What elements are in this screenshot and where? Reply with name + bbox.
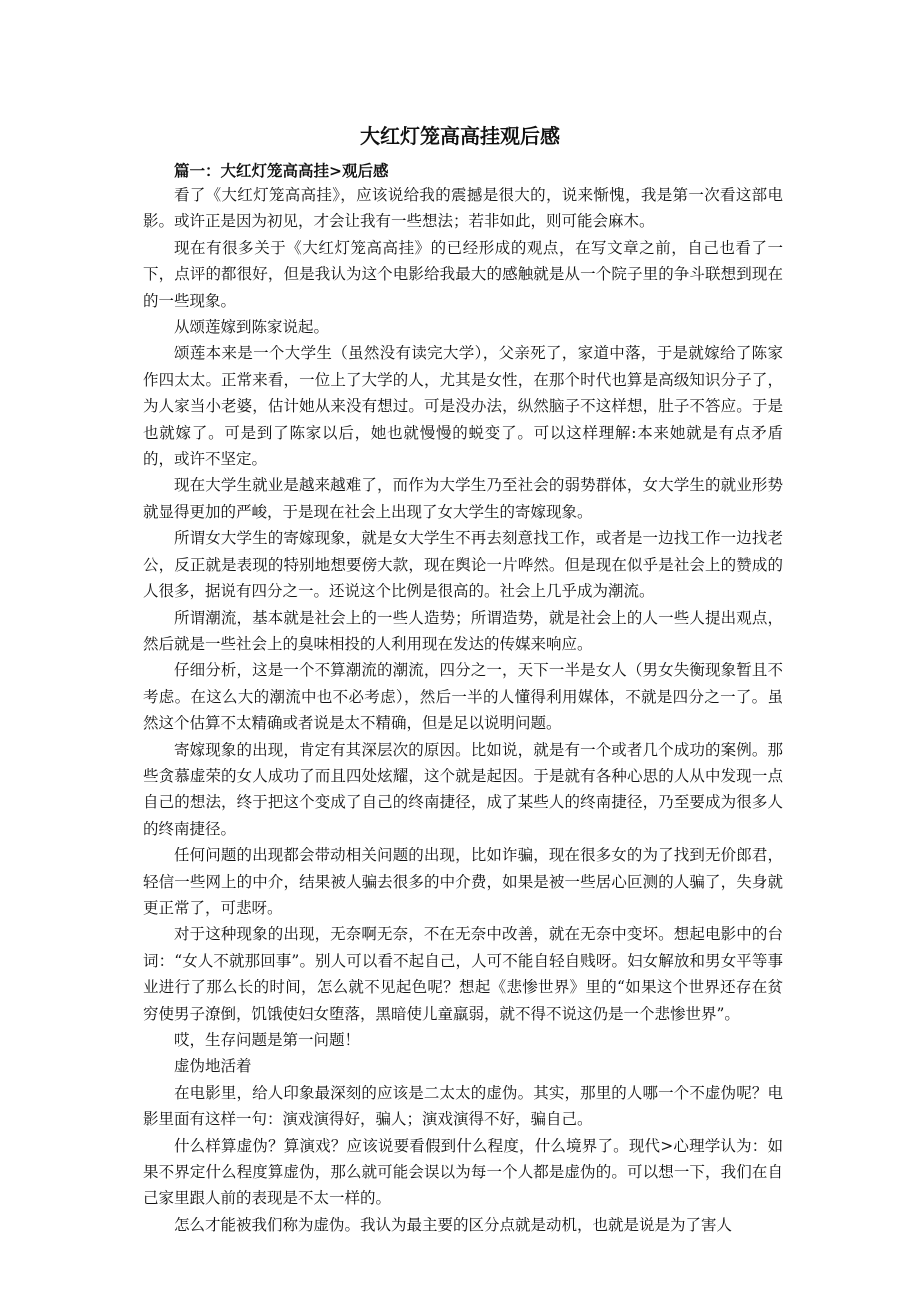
paragraph: 虚伪地活着 bbox=[174, 1057, 252, 1076]
section-heading: 篇一：大红灯笼高高挂>观后感 bbox=[174, 162, 389, 180]
paragraph: 寄嫁现象的出现，肯定有其深层次的原因。比如说，就是有一个或者几个成功的案例。那些贪慕虚荣的女人成功了而且四处炫耀，这个就是起因。于是就有各种心思的人从中发现一点自己的想法，终于把这个变成了自己的终南捷径，成了某些人的终南捷径，乃至要成为很多人的终南捷径。 bbox=[143, 740, 783, 838]
paragraph: 什么样算虚伪？算演戏？应该说要看假到什么程度，什么境界了。现代>心理学认为：如果不界定什么程度算虚伪，那么就可能会误以为每一个人都是虚伪的。可以想一下，我们在自己家里跟人前的表现是不太一样的。 bbox=[143, 1136, 783, 1208]
document-title: 大红灯笼高高挂观后感 bbox=[360, 124, 560, 148]
paragraph: 现在有很多关于《大红灯笼高高挂》的已经形成的观点，在写文章之前，自己也看了一下，点评的都很好，但是我认为这个电影给我最大的感触就是从一个院子里的争斗联想到现在的一些现象。 bbox=[143, 238, 783, 310]
paragraph: 所谓潮流，基本就是社会上的一些人造势；所谓造势，就是社会上的人一些人提出观点，然后就是一些社会上的臭味相投的人利用现在发达的传媒来响应。 bbox=[143, 608, 783, 653]
paragraph: 看了《大红灯笼高高挂》，应该说给我的震撼是很大的，说来惭愧，我是第一次看这部电影。或许正是因为初见，才会让我有一些想法；若非如此，则可能会麻木。 bbox=[143, 186, 783, 231]
paragraph: 仔细分析，这是一个不算潮流的潮流，四分之一，天下一半是女人（男女失衡现象暂且不考虑。在这么大的潮流中也不必考虑），然后一半的人懂得利用媒体，不就是四分之一了。虽然这个估算不太精确或者说是太不精确，但是足以说明问题。 bbox=[143, 661, 783, 733]
paragraph: 怎么才能被我们称为虚伪。我认为最主要的区分点就是动机，也就是说是为了害人 bbox=[174, 1215, 733, 1234]
paragraph: 对于这种现象的出现，无奈啊无奈，不在无奈中改善，就在无奈中变坏。想起电影中的台词：“女人不就那回事”。别人可以看不起自己，人可不能自轻自贱呀。妇女解放和男女平等事业进行了那么长的时间，怎么就不见起色呢？想起《悲惨世界》里的“如果这个世界还存在贫穷使男子潦倒，饥饿使妇女堕落，黑暗使儿童羸弱，就不得不说这仍是一个悲惨世界”。 bbox=[143, 925, 783, 1023]
paragraph: 在电影里，给人印象最深刻的应该是二太太的虚伪。其实，那里的人哪一个不虚伪呢？电影里面有这样一句：演戏演得好，骗人；演戏演得不好，骗自己。 bbox=[143, 1083, 783, 1129]
paragraph: 颂莲本来是一个大学生（虽然没有读完大学），父亲死了，家道中落，于是就嫁给了陈家作四太太。正常来看，一位上了大学的人，尤其是女性，在那个时代也算是高级知识分子了，为人家当小老婆，估计她从来没有想过。可是没办法，纵然脑子不这样想，肚子不答应。于是也就嫁了。可是到了陈家以后，她也就慢慢的蜕变了。可以这样理解:本来她就是有点矛盾的，或许不坚定。 bbox=[143, 344, 783, 469]
article-body bbox=[143, 182, 783, 1238]
paragraph: 哎，生存问题是第一问题！ bbox=[174, 1031, 361, 1049]
paragraph: 所谓女大学生的寄嫁现象，就是女大学生不再去刻意找工作，或者是一边找工作一边找老公，反正就是表现的特别地想要傍大款，现在舆论一片哗然。但是现在似乎是社会上的赞成的人很多，据说有四分之一。还说这个比例是很高的。社会上几乎成为潮流。 bbox=[143, 529, 783, 601]
paragraph: 现在大学生就业是越来越难了，而作为大学生乃至社会的弱势群体，女大学生的就业形势就显得更加的严峻，于是现在社会上出现了女大学生的寄嫁现象。 bbox=[143, 476, 783, 521]
paragraph: 任何问题的出现都会带动相关问题的出现，比如诈骗，现在很多女的为了找到无价郎君，轻信一些网上的中介，结果被人骗去很多的中介费，如果是被一些居心叵测的人骗了，失身就更正常了，可悲呀。 bbox=[143, 846, 783, 917]
paragraph: 从颂莲嫁到陈家说起。 bbox=[174, 318, 330, 337]
